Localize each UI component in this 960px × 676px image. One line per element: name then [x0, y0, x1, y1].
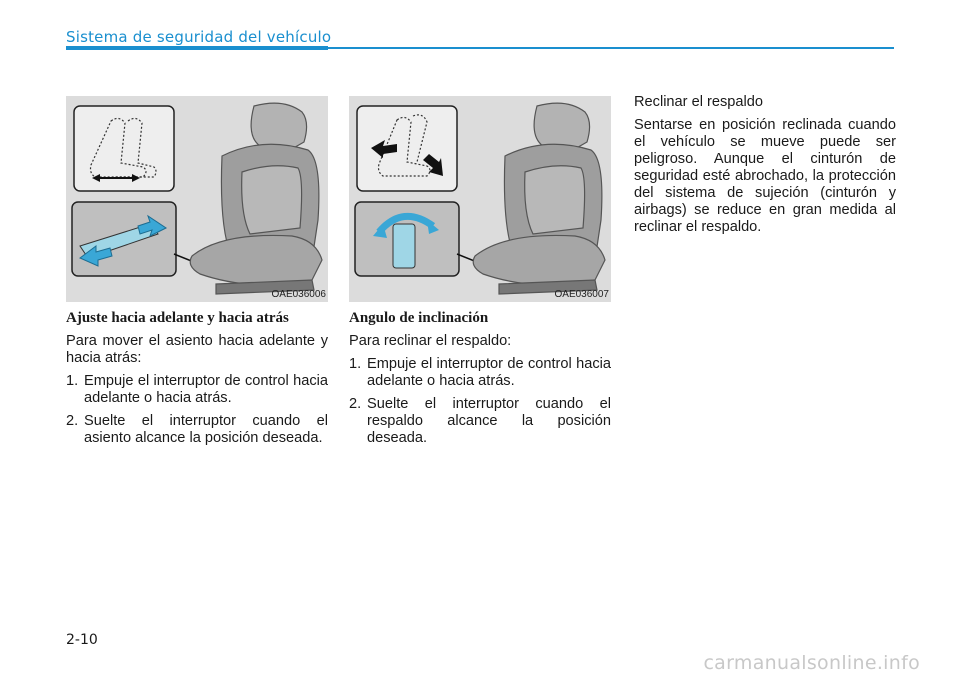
- heading-slide: Ajuste hacia adelante y hacia atrás: [66, 310, 289, 326]
- warning-body: Sentarse en posición reclinada cuando el vehículo se mueve puede ser peligroso. Aunque el cinturón de seguridad esté abrochado, la protección del sistema de sujeción (cinturón y airbags) se reduce en gran medida al reclinar el respaldo.: [634, 117, 896, 235]
- seat-recline-illustration: [349, 96, 611, 302]
- page-number: 2-10: [66, 632, 98, 648]
- list-item: 1. Empuje el interruptor de control hacia adelante o hacia atrás.: [349, 356, 611, 389]
- list-item: 2. Suelte el interruptor cuando el asiento alcance la posición deseada.: [66, 413, 328, 446]
- section-title: Sistema de seguridad del vehículo: [66, 28, 332, 46]
- intro-recline: Para reclinar el respaldo:: [349, 333, 512, 349]
- column-recline: [349, 310, 611, 453]
- subheading-recline-warning: Reclinar el respaldo: [634, 94, 763, 110]
- steps-slide: [66, 373, 328, 447]
- list-item: 1. Empuje el interruptor de control hacia adelante o hacia atrás.: [66, 373, 328, 406]
- figure-seat-recline: [349, 96, 611, 302]
- header-rule-thick: [66, 46, 328, 50]
- seat-slide-illustration: [66, 96, 328, 302]
- intro-slide: Para mover el asiento hacia adelante y hacia atrás:: [66, 333, 328, 366]
- figure-seat-slide: [66, 96, 328, 302]
- figure-code: OAE036007: [554, 289, 609, 300]
- watermark: carmanualsonline.info: [703, 652, 920, 674]
- header-rule-thin: [328, 47, 894, 49]
- column-slide: [66, 310, 328, 453]
- steps-recline: [349, 356, 611, 447]
- heading-recline: Angulo de inclinación: [349, 310, 489, 326]
- column-warning: [634, 94, 896, 242]
- figure-code: OAE036006: [271, 289, 326, 300]
- list-item: 2. Suelte el interruptor cuando el respaldo alcance la posición deseada.: [349, 396, 611, 446]
